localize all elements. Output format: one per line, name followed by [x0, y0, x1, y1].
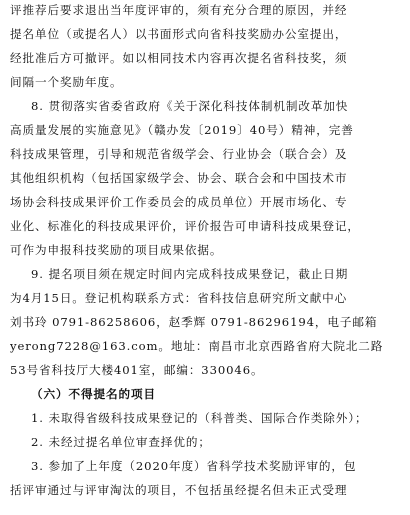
- list-item-3-line-2: 括评审通过与评审淘汰的项目，不包括虽经提名但未正式受理: [10, 483, 348, 497]
- paragraph-8-line-7: 可作为申报科技奖励的项目成果依据。: [10, 243, 223, 257]
- text-line-2: 提名单位（或提名人）以书面形式向省科技奖励办公室提出，: [10, 27, 348, 41]
- list-item-3-line-1: 3. 参加了上年度（2020年度）省科学技术奖励评审的，包: [31, 459, 357, 473]
- text-line-4: 间隔一个奖励年度。: [10, 75, 123, 89]
- paragraph-8-line-6: 业化、标准化的科技成果评价，评价报告可申请科技成果登记，: [10, 219, 360, 233]
- list-item-1: 1. 未取得省级科技成果登记的（科普类、国际合作类除外）；: [31, 411, 368, 425]
- paragraph-8-line-4: 其他组织机构（包括国家级学会、协会、联合会和中国技术市: [10, 171, 348, 185]
- list-item-2: 2. 未经过提名单位审查择优的；: [31, 435, 211, 449]
- paragraph-9-line-2: 为4月15日。登记机构联系方式：省科技信息研究所文献中心: [10, 291, 348, 305]
- paragraph-9-line-1: 9. 提名项目须在规定时间内完成科技成果登记，截止日期: [31, 267, 349, 281]
- paragraph-9-line-5: 53号省科技厅大楼401室，邮编：330046。: [10, 363, 264, 377]
- text-line-1: 评推荐后要求退出当年度评审的，须有充分合理的原因，并经: [10, 3, 348, 17]
- paragraph-9-line-4: yerong7228@163.com。地址：南昌市北京西路省府大院北二路: [10, 339, 384, 353]
- paragraph-9-line-3: 刘书玲 0791-86258606，赵季辉 0791-86296194，电子邮箱: [10, 315, 378, 329]
- paragraph-8-line-1: 8. 贯彻落实省委省政府《关于深化科技体制机制改革加快: [31, 99, 349, 113]
- text-line-3: 经批准后方可撤评。如以相同技术内容再次提名省科技奖，须: [10, 51, 348, 65]
- section-heading: （六）不得提名的项目: [31, 387, 156, 401]
- paragraph-8-line-5: 场协会科技成果评价工作委员会的成员单位）开展市场化、专: [10, 195, 348, 209]
- paragraph-8-line-3: 科技成果管理，引导和规范省级学会、行业协会（联合会）及: [10, 147, 348, 161]
- paragraph-8-line-2: 高质量发展的实施意见》（赣办发〔2019〕40号）精神，完善: [10, 123, 354, 137]
